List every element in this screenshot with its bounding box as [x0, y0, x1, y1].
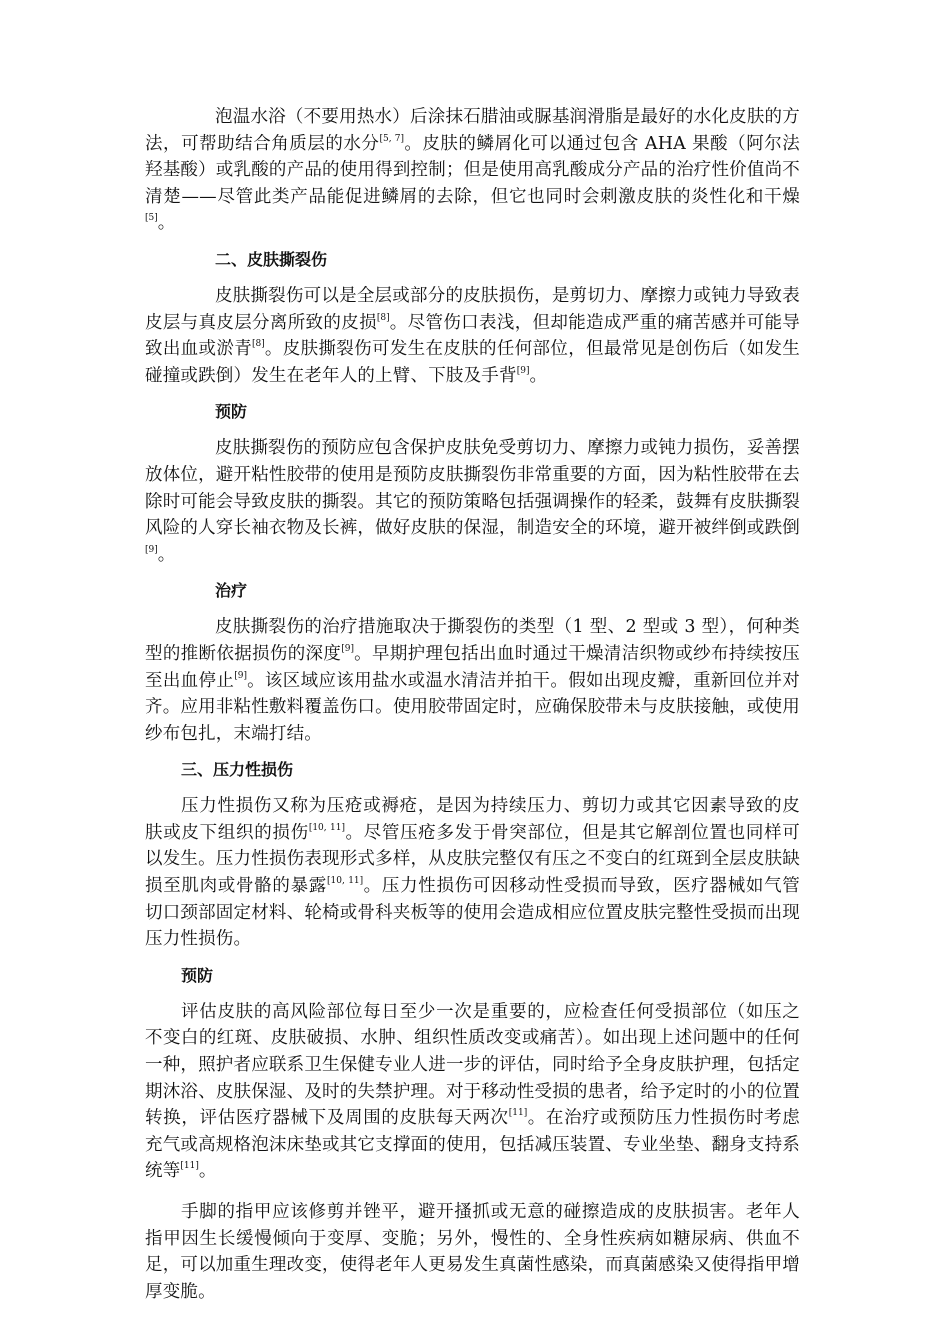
citation: [9]: [145, 544, 158, 555]
citation: [10, 11]: [327, 876, 364, 887]
citation: [10, 11]: [308, 822, 345, 833]
section-heading-pressure-injury: 三、压力性损伤: [181, 760, 294, 780]
citation: [5]: [145, 213, 158, 224]
citation: [11]: [180, 1161, 199, 1172]
subheading-prevention-1: 预防: [215, 402, 248, 422]
paragraph-skin-tear-prevention: 皮肤撕裂伤的预防应包含保护皮肤免受剪切力、摩擦力或钝力损伤，妥善摆放体位，避开粘性胶带的使用是预防皮肤撕裂伤非常重要的方面，因为粘性胶带在去除时可能会导致皮肤的撕裂。其它的预防策略包括强调操作的轻柔，鼓舞有皮肤撕裂风险的人穿长袖衣物及长裤，做好皮肤的保湿，制造安全的环境，避开被绊倒或跌倒[9]。: [145, 438, 800, 565]
paragraph-skin-tear-definition: 皮肤撕裂伤可以是全层或部分的皮肤损伤，是剪切力、摩擦力或钝力导致表皮层与真皮层分离所致的皮损[8]。尽管伤口表浅，但却能造成严重的痛苦感并可能导致出血或淤青[8]。皮肤撕裂伤可发生在皮肤的任何部位，但最常见是创伤后（如发生碰撞或跌倒）发生在老年人的上臂、下肢及手背[9]。: [145, 285, 801, 386]
citation: [5, 7]: [379, 133, 404, 144]
document-page: [145, 104, 800, 1305]
paragraph-skin-hydration: 泡温水浴（不要用热水）后涂抹石腊油或脲基润滑脂是最好的水化皮肤的方法，可帮助结合角质层的水分[5, 7]。皮肤的鳞屑化可以通过包含 AHA 果酸（阿尔法羟基酸）或乳酸的产品的使用得到控制；但是使用高乳酸成分产品的治疗性价值尚不清楚——尽管此类产品能促进鳞屑的去除，但它也同时会刺激皮肤的炎性化和干燥[5]。: [145, 107, 800, 234]
section-heading-skin-tear: 二、皮肤撕裂伤: [215, 249, 328, 269]
citation: [8]: [252, 339, 265, 350]
subheading-treatment: 治疗: [215, 581, 248, 601]
paragraph-skin-tear-treatment: 皮肤撕裂伤的治疗措施取决于撕裂伤的类型（1 型、2 型或 3 型），何种类型的推断依据损伤的深度[9]。早期护理包括出血时通过干燥清洁织物或纱布持续按压至出血停止[9]。该区域应该用盐水或温水清洁并拍干。假如出现皮瓣，重新回位并对齐。应用非粘性敷料覆盖伤口。使用胶带固定时，应确保胶带未与皮肤接触，或使用纱布包扎，末端打结。: [145, 617, 801, 744]
citation: [8]: [376, 312, 390, 323]
citation: [9]: [341, 643, 354, 654]
citation: [9]: [234, 670, 247, 681]
paragraph-pressure-injury-prevention: 评估皮肤的高风险部位每日至少一次是重要的，应检查任何受损部位（如压之不变白的红斑、皮肤破损、水肿、组织性质改变或痛苦）。如出现上述问题中的任何一种，照护者应联系卫生保健专业人进一步的评估，同时给予全身皮肤护理，包括定期沐浴、皮肤保湿、及时的失禁护理。对于移动性受损的患者，给予定时的小的位置转换，评估医疗器械下及周围的皮肤每天两次[11]。在治疗或预防压力性损伤时考虑充气或高规格泡沫床垫或其它支撑面的使用，包括减压装置、专业坐垫、翻身支持系统等[11]。: [145, 1001, 801, 1182]
paragraph-nail-care: 手脚的指甲应该修剪并锉平，避开搔抓或无意的碰擦造成的皮肤损害。老年人指甲因生长缓慢倾向于变厚、变脆；另外，慢性的、全身性疾病如糖尿病、供血不足，可以加重生理改变，使得老年人更易发生真菌性感染，而真菌感染又使得指甲增厚变脆。: [145, 1202, 800, 1302]
subheading-prevention-2: 预防: [181, 965, 214, 985]
citation: [9]: [516, 365, 530, 376]
citation: [11]: [508, 1108, 528, 1119]
paragraph-pressure-injury-definition: 压力性损伤又称为压疮或褥疮，是因为持续压力、剪切力或其它因素导致的皮肤或皮下组织的损伤[10, 11]。尽管压疮多发于骨突部位，但是其它解剖位置也同样可以发生。压力性损伤表现形式多样，从皮肤完整仅有压之不变白的红斑到全层皮肤缺损至肌肉或骨骼的暴露[10, 11]。压力性损伤可因移动性受损而导致，医疗器械如气管切口颈部固定材料、轮椅或骨科夹板等的使用会造成相应位置皮肤完整性受损而出现压力性损伤。: [145, 796, 800, 950]
